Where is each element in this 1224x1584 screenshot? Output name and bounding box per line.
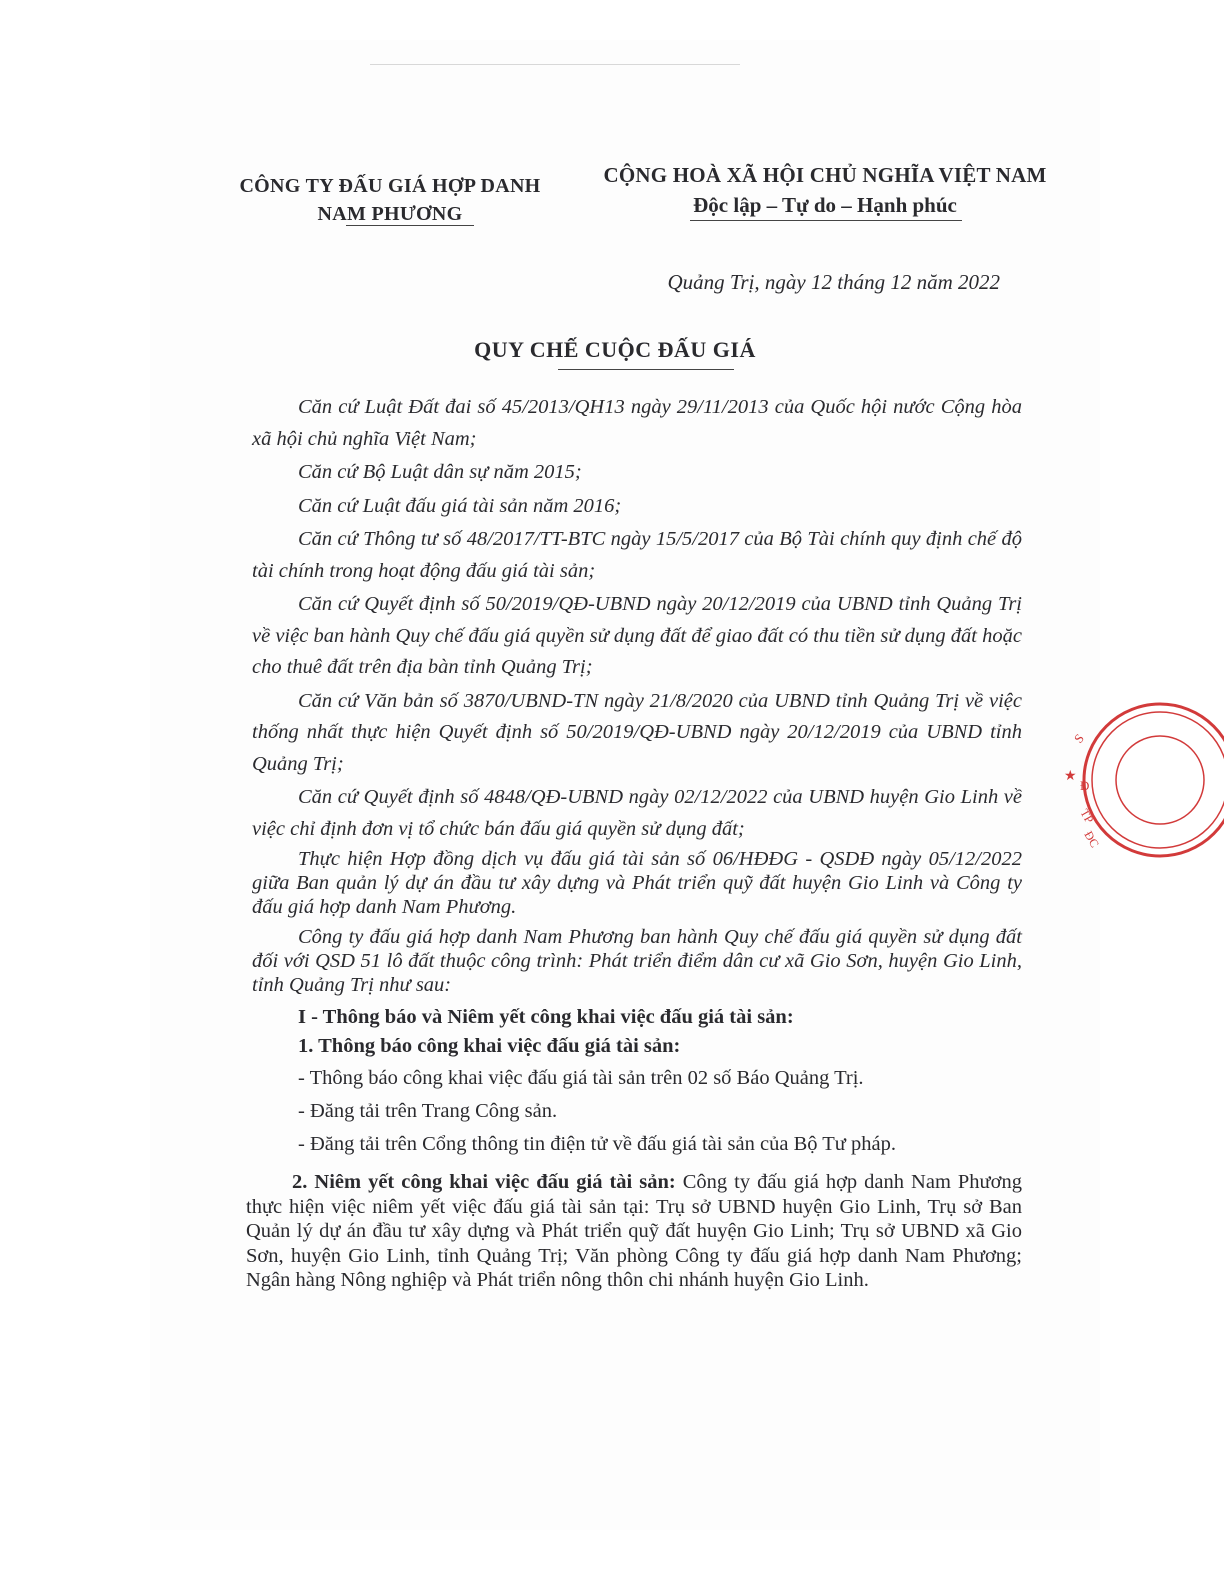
preamble-item: Căn cứ Văn bản số 3870/UBND-TN ngày 21/8/2020 của UBND tỉnh Quảng Trị về việc thống nhất thực hiện Quyết định số 50/2019/QĐ-UBND ngày 20/12/2019 của UBND tỉnh Quảng Trị; <box>252 689 1022 775</box>
motto-underline <box>690 220 962 221</box>
preamble-item: Căn cứ Quyết định số 50/2019/QĐ-UBND ngày 20/12/2019 của UBND tỉnh Quảng Trị về việc ban hành Quy chế đấu giá quyền sử dụng đất để giao đất có thu tiền sử dụng đất hoặc cho thuê đất trên địa bàn tỉnh Quảng Trị; <box>252 593 1022 678</box>
seal-char: Đ <box>1080 778 1090 793</box>
org-name-line2: NAM PHƯƠNG <box>317 203 463 225</box>
national-header <box>590 160 1060 220</box>
preamble-item: Căn cứ Luật đấu giá tài sản năm 2016; <box>298 494 622 517</box>
document-body <box>246 392 1023 1313</box>
national-motto: Độc lập – Tự do – Hạnh phúc <box>693 193 957 217</box>
seal-char: S <box>1070 730 1087 746</box>
section-heading: I - Thông báo và Niêm yết công khai việc đấu giá tài sản: <box>298 1006 794 1028</box>
red-seal-fragment <box>1050 700 1102 860</box>
list-item: - Thông báo công khai việc đấu giá tài sản trên 02 số Báo Quảng Trị. <box>298 1067 864 1089</box>
subsection-heading: 1. Thông báo công khai việc đấu giá tài sản: <box>298 1035 681 1057</box>
seal-char: ĐC <box>1081 828 1102 850</box>
top-rule <box>370 64 740 65</box>
preamble-item: Căn cứ Bộ Luật dân sự năm 2015; <box>298 461 582 483</box>
seal-char: TP <box>1077 806 1097 826</box>
list-item: - Đăng tải trên Cổng thông tin điện tử về đấu giá tài sản của Bộ Tư pháp. <box>298 1133 896 1155</box>
nation-name: CỘNG HOÀ XÃ HỘI CHỦ NGHĨA VIỆT NAM <box>603 163 1047 187</box>
contract-paragraph: Thực hiện Hợp đồng dịch vụ đấu giá tài sản số 06/HĐĐG - QSDĐ ngày 05/12/2022 giữa Ban quản lý dự án đầu tư xây dựng và Phát triển quỹ đất huyện Gio Linh và Công ty đấu giá hợp danh Nam Phương. <box>252 848 1022 918</box>
document-title: QUY CHẾ CUỘC ĐẤU GIÁ <box>474 337 756 362</box>
place-date-line: Quảng Trị, ngày 12 tháng 12 năm 2022 <box>667 270 1000 294</box>
org-name-line1: CÔNG TY ĐẤU GIÁ HỢP DANH <box>239 175 541 197</box>
organization-header <box>220 172 560 228</box>
org-underline <box>346 225 474 226</box>
seal-star-icon: ★ <box>1064 768 1077 784</box>
preamble-item: Căn cứ Quyết định số 4848/QĐ-UBND ngày 02/12/2022 của UBND huyện Gio Linh về việc chỉ định đơn vị tổ chức bán đấu giá quyền sử dụng đất; <box>252 786 1022 840</box>
posting-text: Công ty đấu giá hợp danh Nam Phương thực hiện việc niêm yết việc đấu giá tài sản tại: Trụ sở UBND huyện Gio Linh, Trụ sở Ban Quản lý dự án đầu tư xây dựng và Phát triển quỹ đất huyện Gio Linh; Trụ sở UBND xã Gio Sơn, huyện Gio Linh, tỉnh Quảng Trị; Văn phòng Công ty đấu giá hợp danh Nam Phương; Ngân hàng Nông nghiệp và Phát triển nông thôn chi nhánh huyện Gio Linh. <box>246 1171 1023 1291</box>
seal-icon <box>1050 700 1102 860</box>
posting-paragraph <box>246 1170 1022 1293</box>
preamble-item: Căn cứ Thông tư số 48/2017/TT-BTC ngày 15/5/2017 của Bộ Tài chính quy định chế độ tài chính trong hoạt động đấu giá tài sản; <box>252 528 1022 582</box>
preamble-item: Căn cứ Luật Đất đai số 45/2013/QH13 ngày 29/11/2013 của Quốc hội nước Cộng hòa xã hội chủ nghĩa Việt Nam; <box>252 396 1022 450</box>
issuance-paragraph: Công ty đấu giá hợp danh Nam Phương ban hành Quy chế đấu giá quyền sử dụng đất đối với QSD 51 lô đất thuộc công trình: Phát triển điểm dân cư xã Gio Sơn, huyện Gio Linh, tỉnh Quảng Trị như sau: <box>252 926 1022 996</box>
list-item: - Đăng tải trên Trang Công sản. <box>298 1100 558 1122</box>
title-underline <box>558 369 734 370</box>
subsection-heading: 2. Niêm yết công khai việc đấu giá tài sản: <box>292 1171 676 1193</box>
